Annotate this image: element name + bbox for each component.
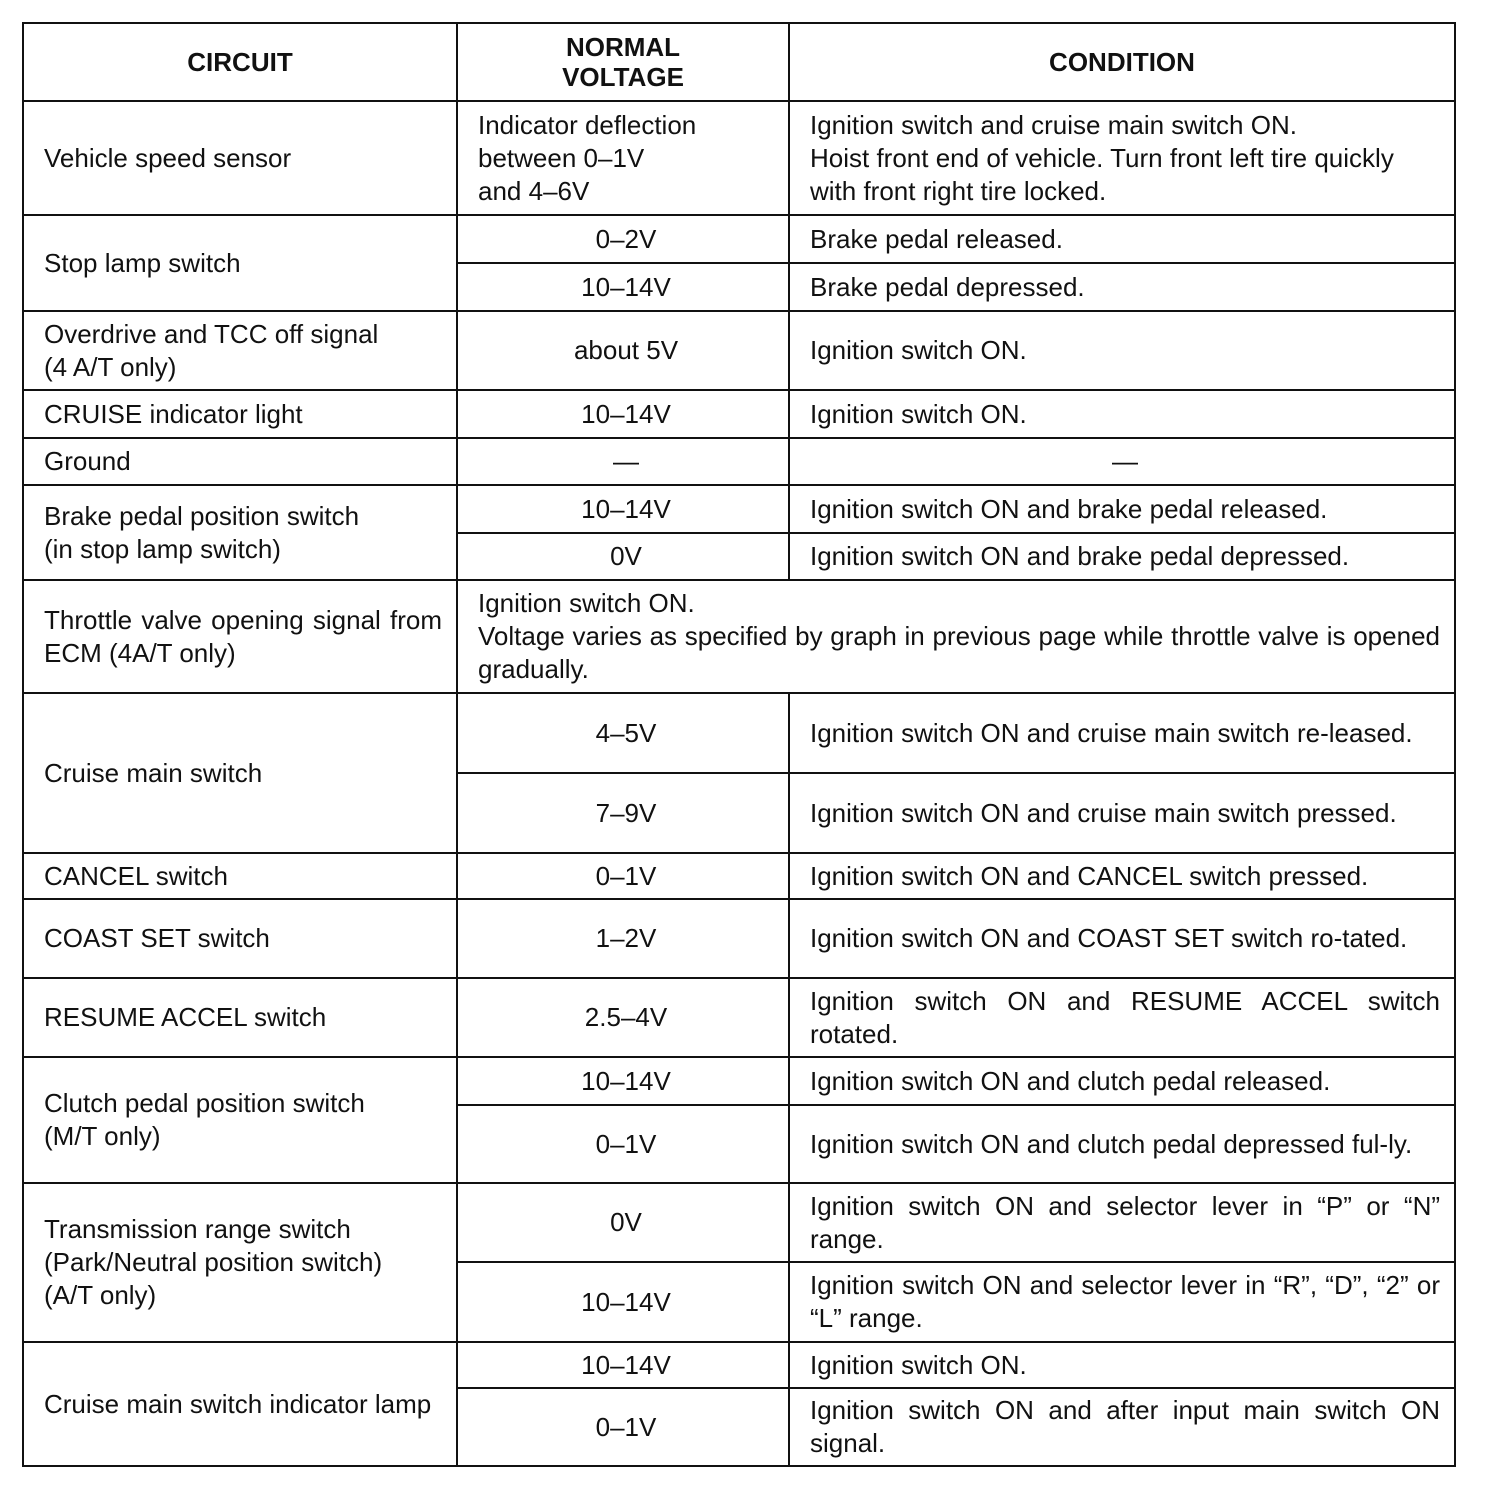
circuit-cell: CANCEL switch [23,853,457,899]
condition-cell [789,101,1455,215]
voltage-cell: 0–2V [457,215,789,263]
voltage-cell: 10–14V [457,263,789,311]
condition-cell: Ignition switch ON and after input main switch ON signal. [789,1388,1455,1466]
header-condition: CONDITION [789,23,1455,101]
table-row [23,978,1455,1057]
voltage-cell: 2.5–4V [457,978,789,1057]
condition-line: Ignition switch ON. [478,588,695,618]
condition-cell: Brake pedal released. [789,215,1455,263]
voltage-line: Indicator deflection [478,109,697,140]
circuit-line: (M/T only) [44,1121,161,1151]
voltage-cell: 0–1V [457,853,789,899]
voltage-cell: — [457,438,789,485]
voltage-cell: 10–14V [457,1262,789,1342]
voltage-cell [457,101,789,215]
circuit-cell: Throttle valve opening signal from ECM (4A/T only) [23,580,457,693]
table-row [23,215,1455,263]
circuit-cell [23,1057,457,1183]
condition-cell: Ignition switch ON. [789,311,1455,390]
table-row [23,1183,1455,1262]
voltage-cell: 10–14V [457,485,789,533]
condition-cell: Ignition switch ON. [789,390,1455,438]
voltage-cell: 7–9V [457,773,789,853]
circuit-line: (in stop lamp switch) [44,533,281,564]
condition-cell: Ignition switch ON and CANCEL switch pressed. [789,853,1455,899]
header-voltage-line2: VOLTAGE [562,62,684,92]
circuit-line: Brake pedal position switch [44,500,360,531]
table-row [23,899,1455,978]
condition-cell: Ignition switch ON and brake pedal released. [789,485,1455,533]
circuit-cell: Stop lamp switch [23,215,457,311]
condition-cell: — [789,438,1455,485]
header-normal-voltage [457,23,789,101]
circuit-cell: Cruise main switch indicator lamp [23,1342,457,1466]
header-voltage-line1: NORMAL [565,32,681,62]
voltage-cell: 4–5V [457,693,789,773]
condition-cell: Ignition switch ON and brake pedal depressed. [789,533,1455,580]
circuit-voltage-table [22,22,1456,1467]
voltage-cell: 10–14V [457,390,789,438]
condition-line: Hoist front end of vehicle. Turn front left tire quickly with front right tire locked. [810,142,1394,206]
table-row [23,1342,1455,1388]
voltage-cell: 0V [457,533,789,580]
voltage-line: and 4–6V [478,175,590,206]
table-row [23,311,1455,390]
table-row [23,485,1455,533]
table-row [23,580,1455,693]
circuit-cell: Cruise main switch [23,693,457,853]
voltage-cell: 0–1V [457,1105,789,1183]
circuit-line: Overdrive and TCC off signal [44,318,379,349]
table-row [23,390,1455,438]
circuit-cell [23,485,457,580]
circuit-line: (Park/Neutral position switch) [44,1247,383,1277]
condition-cell: Ignition switch ON and selector lever in “R”, “D”, “2” or “L” range. [789,1262,1455,1342]
circuit-cell: Vehicle speed sensor [23,101,457,215]
condition-line: Ignition switch and cruise main switch ON. [810,109,1297,140]
condition-cell: Ignition switch ON and clutch pedal depressed ful-ly. [789,1105,1455,1183]
condition-cell: Ignition switch ON and clutch pedal released. [789,1057,1455,1105]
table-row [23,1057,1455,1105]
condition-cell: Brake pedal depressed. [789,263,1455,311]
voltage-cell: 10–14V [457,1057,789,1105]
circuit-cell: COAST SET switch [23,899,457,978]
voltage-cell: 0–1V [457,1388,789,1466]
circuit-cell [23,311,457,390]
circuit-cell: Ground [23,438,457,485]
condition-cell: Ignition switch ON and selector lever in “P” or “N” range. [789,1183,1455,1262]
voltage-line: between 0–1V [478,142,645,173]
condition-cell [457,580,1455,693]
condition-cell: Ignition switch ON and COAST SET switch ro-tated. [789,899,1455,978]
circuit-cell: CRUISE indicator light [23,390,457,438]
circuit-line: Transmission range switch [44,1214,351,1244]
condition-cell: Ignition switch ON and RESUME ACCEL switch rotated. [789,978,1455,1057]
voltage-cell: 10–14V [457,1342,789,1388]
table-row [23,101,1455,215]
circuit-line: (4 A/T only) [44,351,177,382]
header-circuit: CIRCUIT [23,23,457,101]
table-row [23,853,1455,899]
circuit-cell [23,1183,457,1342]
condition-cell: Ignition switch ON. [789,1342,1455,1388]
voltage-cell: about 5V [457,311,789,390]
circuit-cell: RESUME ACCEL switch [23,978,457,1057]
circuit-line: Clutch pedal position switch [44,1088,365,1118]
condition-cell: Ignition switch ON and cruise main switch re-leased. [789,693,1455,773]
condition-cell: Ignition switch ON and cruise main switch pressed. [789,773,1455,853]
table-row [23,693,1455,773]
circuit-line: (A/T only) [44,1280,157,1310]
header-row [23,23,1455,101]
voltage-cell: 1–2V [457,899,789,978]
table-row [23,438,1455,485]
condition-line: Voltage varies as specified by graph in previous page while throttle valve is opened gradually. [478,621,1440,684]
voltage-cell: 0V [457,1183,789,1262]
